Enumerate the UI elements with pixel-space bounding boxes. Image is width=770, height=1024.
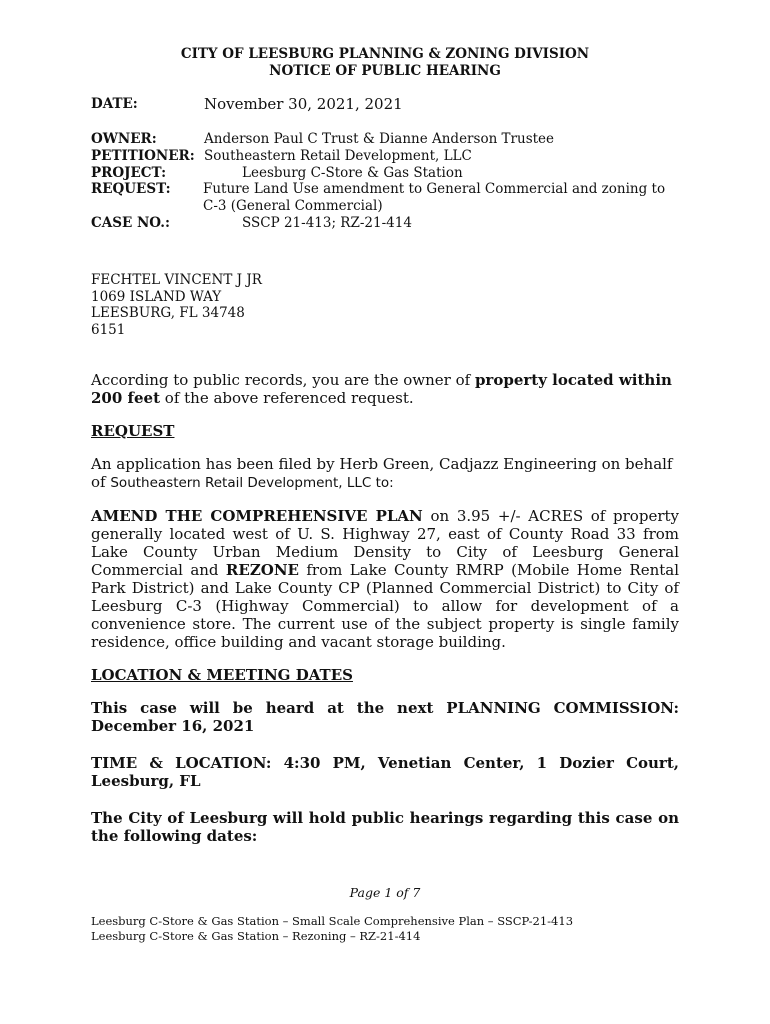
intro-paragraph <box>91 371 679 407</box>
amend-text-1: on 3.95 +/- ACRES of property generally located west of U. S. Highway 27, east of County Road 33 from Lake County Urban Medium Density to City of Leesburg General Commercial and <box>91 507 679 579</box>
header-division: CITY OF LEESBURG PLANNING & ZONING DIVISION <box>180 46 590 62</box>
application-text: An application has been filed by Herb Green, Cadjazz Engineering on behalf of <box>91 455 673 491</box>
request-label: REQUEST: <box>91 181 171 197</box>
location-heading: LOCATION & MEETING DATES <box>91 666 353 684</box>
time-location-text: TIME & LOCATION: 4:30 PM, Venetian Center, 1 Dozier Court, Leesburg, FL <box>91 754 679 790</box>
project-label: PROJECT: <box>91 165 167 181</box>
amend-text-2: from Lake County RMRP (Mobile Home Rental Park District) and Lake County CP (Planned Commercial District) to City of Leesburg C-3 (Highway Commercial) to allow for development of a convenience store. The current use of the subject property is single family residence, office building and vacant storage building. <box>91 561 679 651</box>
recipient-name: FECHTEL VINCENT J JR <box>91 272 262 288</box>
rezone-bold: REZONE <box>225 561 299 579</box>
recipient-address <box>91 272 262 338</box>
page-number: Page 1 of 7 <box>349 885 421 900</box>
application-paragraph <box>91 455 679 492</box>
hearings-text: The City of Leesburg will hold public hearings regarding this case on the following dates: <box>91 809 679 845</box>
recipient-street: 1069 ISLAND WAY <box>91 288 222 305</box>
case-value: SSCP 21-413; RZ-21-414 <box>242 215 412 231</box>
recipient-code: 6151 <box>91 321 126 338</box>
request-value-line2: C-3 (General Commercial) <box>203 198 383 214</box>
date-label: DATE: <box>91 96 138 112</box>
date-value: November 30, 2021, 2021 <box>204 95 403 113</box>
intro-text-start: According to public records, you are the owner of <box>91 371 475 389</box>
owner-value: Anderson Paul C Trust & Dianne Anderson Trustee <box>204 131 555 147</box>
application-petitioner: Southeastern Retail Development, LLC to: <box>110 475 394 491</box>
recipient-city: LEESBURG, FL 34748 <box>91 305 245 321</box>
document-header <box>0 46 770 80</box>
footer-line-2: Leesburg C-Store & Gas Station – Rezoning – RZ-21-414 <box>91 929 421 943</box>
footer-line-1: Leesburg C-Store & Gas Station – Small Scale Comprehensive Plan – SSCP-21-413 <box>91 914 574 928</box>
amend-bold: AMEND THE COMPREHENSIVE PLAN <box>91 507 423 525</box>
header-notice-title: NOTICE OF PUBLIC HEARING <box>269 63 501 79</box>
owner-label: OWNER: <box>91 131 157 147</box>
intro-bold-text: property located within 200 feet <box>91 371 672 407</box>
petitioner-label: PETITIONER: <box>91 148 195 164</box>
petitioner-value: Southeastern Retail Development, LLC <box>204 148 472 164</box>
request-value-line1: Future Land Use amendment to General Commercial and zoning to <box>203 181 666 197</box>
intro-text-end: of the above referenced request. <box>160 389 414 407</box>
amend-paragraph <box>91 507 679 651</box>
project-value: Leesburg C-Store & Gas Station <box>242 165 463 181</box>
case-label: CASE NO.: <box>91 215 170 231</box>
request-heading: REQUEST <box>91 422 175 440</box>
planning-commission-text: This case will be heard at the next PLANNING COMMISSION: December 16, 2021 <box>91 699 679 735</box>
